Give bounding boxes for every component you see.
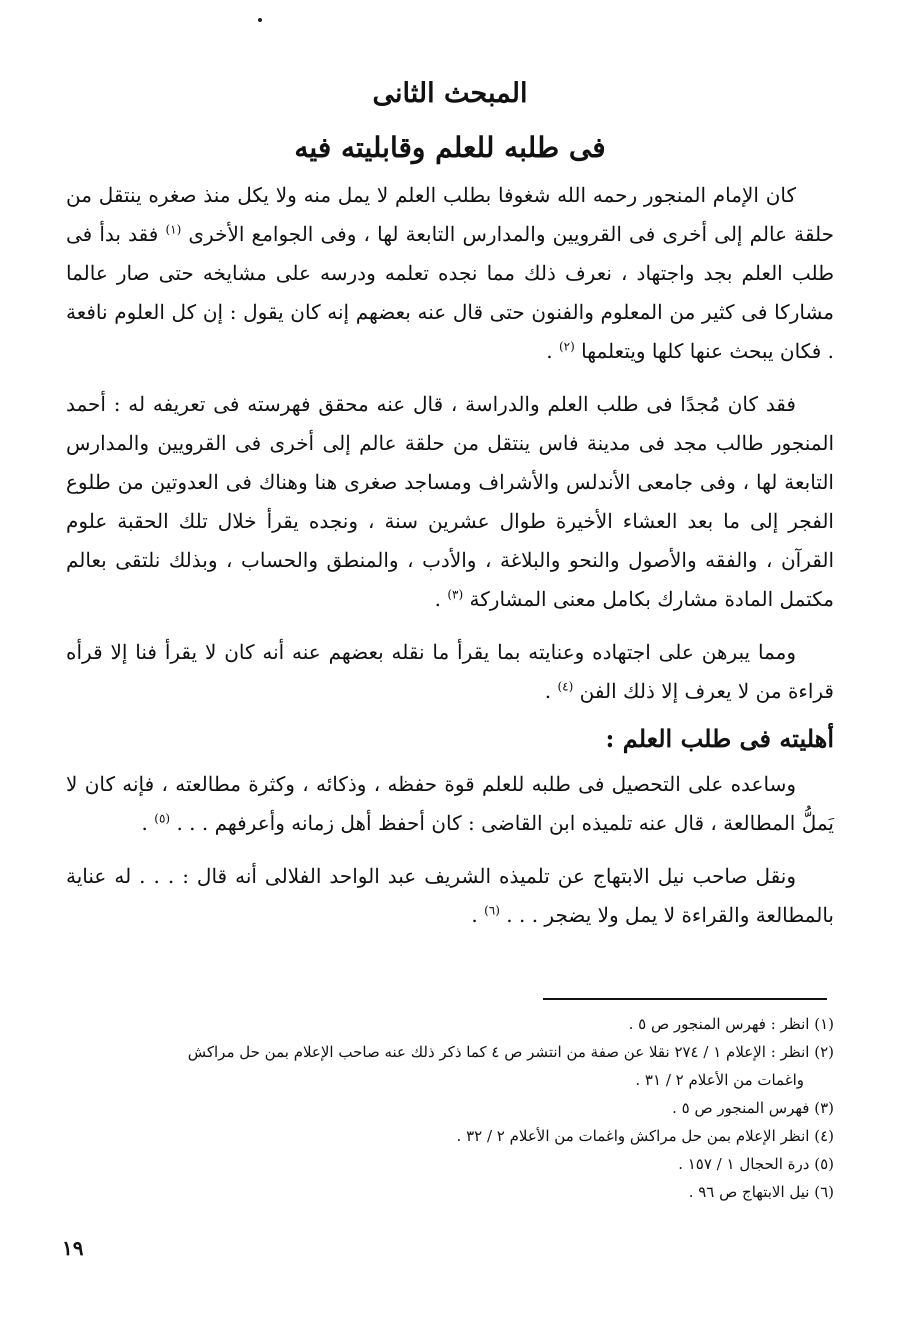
page-dot xyxy=(258,18,262,22)
footnote-ref-2: (٢) xyxy=(558,339,575,354)
footnote-1: (١) انظر : فهرس المنجور ص ٥ . xyxy=(628,1015,834,1033)
footnote-ref-5: (٥) xyxy=(154,811,171,826)
paragraph-2: فقد كان مُجدًا فى طلب العلم والدراسة ، قال عنه محقق فهرسته فى تعريفه له : أحمد المنجور طالب مجد فى مدينة فاس ينتقل من حلقة عالم إلى أخرى فى القرويين والمدارس التابعة لها ، وفى جامعى الأندلس والأشراف ومساجد صغرى هنا وهناك فى العدوتين من طلوع الفجر إلى ما بعد العشاء الأخيرة طوال عشرين سنة ، ونجده يقرأ خلال تلك الحقبة علوم القرآن ، والفقه والأصول والنحو والبلاغة ، والأدب ، والمنطق والحساب ، وبذلك نلتقى بعالم مكتمل المادة مشارك بكامل معنى المشاركة $^{(٣)}$ . xyxy=(66,392,835,611)
footnote-2: (٢) انظر : الإعلام ١ / ٢٧٤ نقلا عن صفة من انتشر ص ٤ كما ذكر ذلك عنه صاحب الإعلام بمن حل مراكش xyxy=(187,1043,834,1061)
footnote-3: (٣) فهرس المنجور ص ٥ . xyxy=(672,1099,834,1117)
section-title: المبحث الثانى xyxy=(372,78,528,109)
footnotes xyxy=(66,1010,834,1206)
footnote-separator xyxy=(543,998,827,1000)
footnote-ref-6: (٦) xyxy=(484,903,500,918)
footnote-ref-1: (١) xyxy=(165,222,182,237)
paragraph-3: ومما يبرهن على اجتهاده وعنايته بما يقرأ ما نقله بعضهم عنه أنه كان لا يقرأ فنا إلا قرأه قراءة من لا يعرف إلا ذلك الفن $^{(٤)}$ . xyxy=(66,640,834,703)
page-body xyxy=(66,70,834,935)
paragraph-1: كان الإمام المنجور رحمه الله شغوفا بطلب العلم لا يمل منه ولا يكل منذ صغره ينتقل من حلقة عالم إلى أخرى فى القرويين والمدارس التابعة لها ، وفى الجوامع الأخرى $^{(١)}$ فقد بدأ فى طلب العلم بجد واجتهاد ، نعرف ذلك مما نجده تعلمه ودرسه على مشايخه حتى صار عالما مشاركا فى كثير من المعلوم والفنون حتى قال عنه بعضهم إنه كان يقول : إن كل العلوم نافعة . فكان يبحث عنها كلها ويتعلمها $^{(٢)}$ . xyxy=(66,183,834,363)
paragraph-5: ونقل صاحب نيل الابتهاج عن تلميذه الشريف عبد الواحد الفلالى أنه قال : . . . له عناية بالمطالعة والقراءة لا يمل ولا يضجر . . . $^{(٦)}$ . xyxy=(66,864,834,927)
footnote-ref-4: (٤) xyxy=(557,679,574,694)
subheading: أهليته فى طلب العلم : xyxy=(605,724,834,753)
paragraph-4: وساعده على التحصيل فى طلبه للعلم قوة حفظه ، وذكائه ، وكثرة مطالعته ، فإنه كان لا يَملُّ المطالعة ، قال عنه تلميذه ابن القاضى : كان أحفظ أهل زمانه وأعرفهم . . . $^{(٥)}$ . xyxy=(66,772,834,835)
footnote-5: (٥) درة الحجال ١ / ١٥٧ . xyxy=(678,1155,834,1173)
section-subtitle: فى طلبه للعلم وقابليته فيه xyxy=(294,131,606,164)
footnote-4: (٤) انظر الإعلام بمن حل مراكش واغمات من الأعلام ٢ / ٣٢ . xyxy=(456,1127,834,1145)
footnote-6: (٦) نيل الابتهاج ص ٩٦ . xyxy=(688,1183,834,1201)
page-number: ١٩ xyxy=(62,1236,84,1260)
footnote-2-continued: واغمات من الأعلام ٢ / ٣١ . xyxy=(635,1071,804,1089)
footnote-ref-3: (٣) xyxy=(447,587,464,602)
